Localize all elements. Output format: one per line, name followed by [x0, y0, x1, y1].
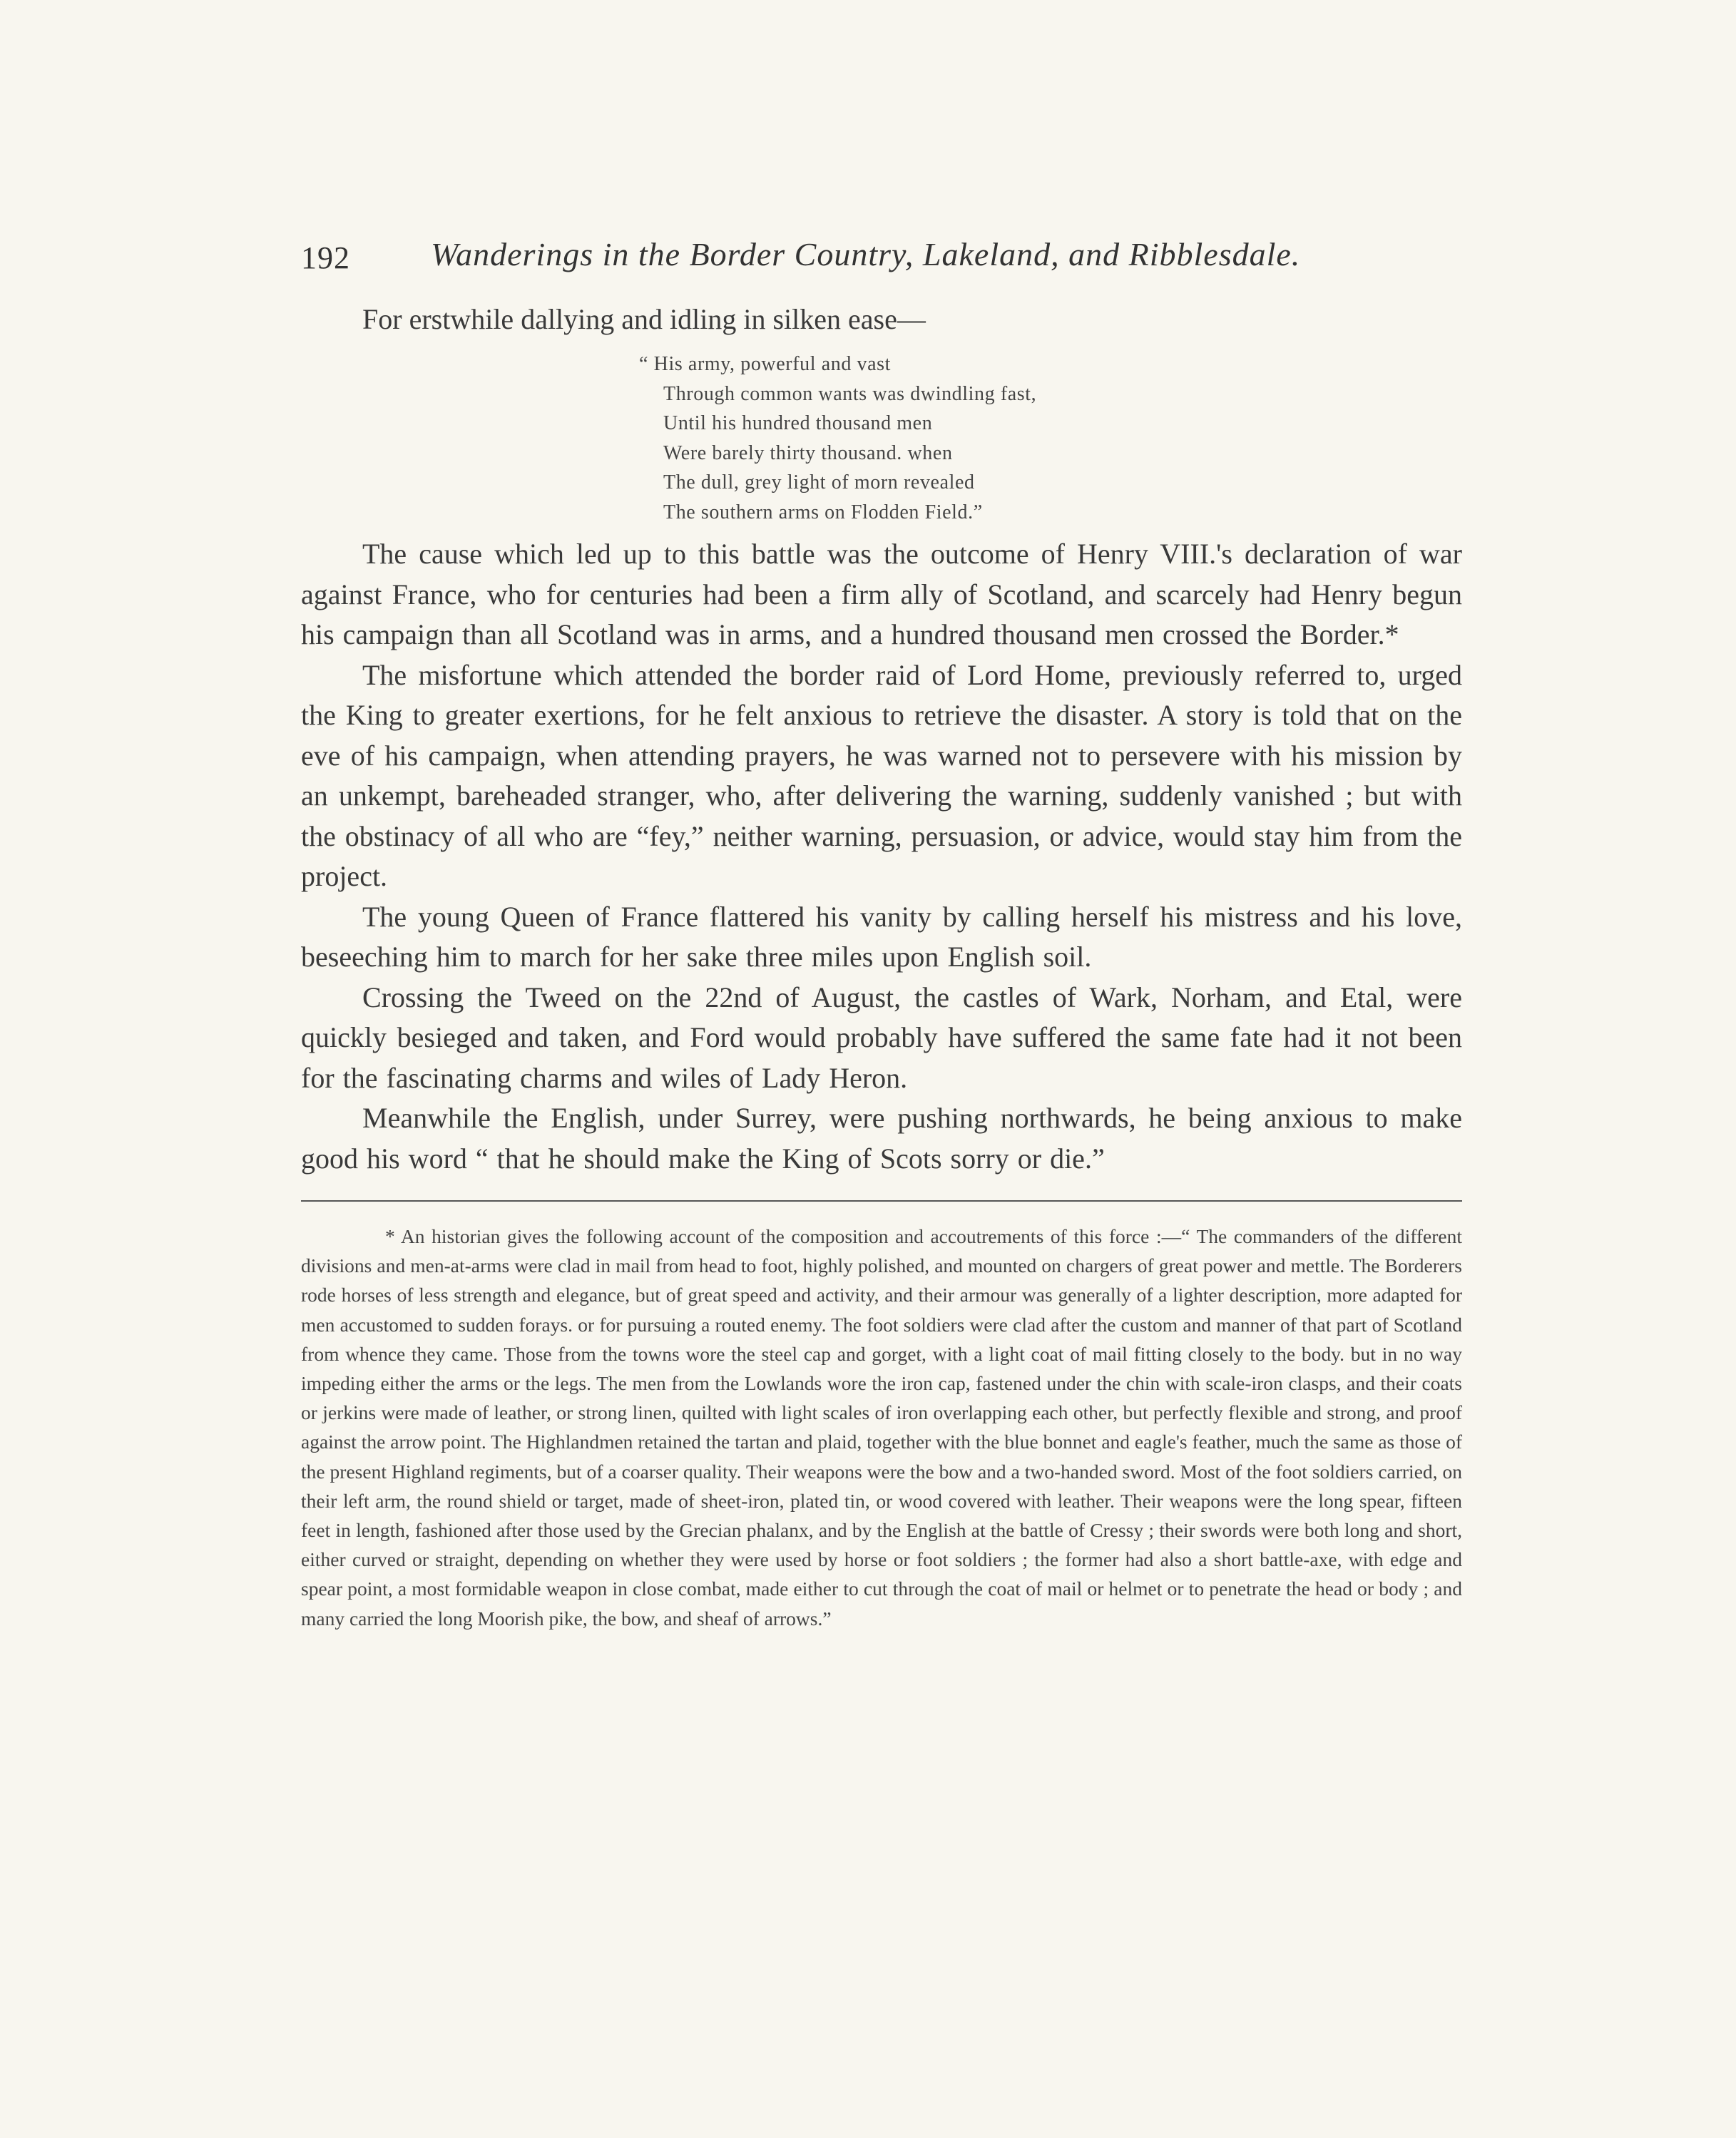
paragraph: The young Queen of France flattered his vanity by calling herself his mistress and his love, beseeching him to march for her sake three miles upon English soil.: [301, 900, 1462, 973]
verse-line: Until his hundred thousand men: [663, 412, 933, 434]
running-head: [301, 235, 1462, 285]
body-text: [301, 534, 1462, 1179]
book-page: [301, 235, 1462, 1633]
verse-line: Through common wants was dwindling fast,: [663, 382, 1037, 405]
verse-line: “ His army, powerful and vast: [639, 353, 892, 375]
page-number: 192: [301, 240, 350, 275]
verse-quotation: [639, 349, 1462, 527]
paragraph: The misfortune which attended the border raid of Lord Home, previously referred to, urged the King to greater exertions, for he felt anxious to retrieve the disaster. A story is told that on the eve of his campaign, when attending prayers, he was warned not to persevere with his mission by an unkempt, bareheaded stranger, who, after delivering the warning, suddenly vanished ; but with the obstinacy of all who are “fey,” neither warning, persuasion, or advice, would stay him from the project.: [301, 658, 1462, 892]
paragraph: Crossing the Tweed on the 22nd of August, the castles of Wark, Norham, and Etal, were quickly besieged and taken, and Ford would probably have suffered the same fate had it not been for the fascinating charms and wiles of Lady Heron.: [301, 981, 1462, 1094]
paragraph: The cause which led up to this battle was the outcome of Henry VIII.'s declaration of war against France, who for centuries had been a firm ally of Scotland, and scarcely had Henry begun his campaign than all Scotland was in arms, and a hundred thousand men crossed the Border.*: [301, 538, 1462, 650]
footnote-divider: [301, 1200, 1462, 1202]
intro-line: For erstwhile dallying and idling in silken ease—: [362, 303, 926, 335]
footnote: * An historian gives the following account of the composition and accoutrements of this force :—“ The commanders of the different divisions and men-at-arms were clad in mail from head to foot, highly polished, and mounted on chargers of great power and mettle. The Borderers rode horses of less strength and elegance, but of great speed and activity, and their armour was generally of a lighter description, more adapted for men accustomed to sudden forays. or for pursuing a routed enemy. The foot soldiers were clad after the custom and manner of that part of Scotland from whence they came. Those from the towns wore the steel cap and gorget, with a light coat of mail fitting closely to the body. but in no way impeding either the arms or the legs. The men from the Lowlands wore the iron cap, fastened under the chin with scale-iron clasps, and their coats or jerkins were made of leather, or strong linen, quilted with light scales of iron overlapping each other, but perfectly flexible and strong, and proof against the arrow point. The Highlandmen retained the tartan and plaid, together with the blue bonnet and eagle's feather, much the same as those of the present Highland regiments, but of a coarser quality. Their weapons were the bow and a two-handed sword. Most of the foot soldiers carried, on their left arm, the round shield or target, made of sheet-iron, plated tin, or wood covered with leather. Their weapons were the long spear, fifteen feet in length, fashioned after those used by the Grecian phalanx, and by the English at the battle of Cressy ; their swords were both long and short, either curved or straight, depending on whether they were used by horse or foot soldiers ; the former had also a short battle-axe, with edge and spear point, a most formidable weapon in close combat, made either to cut through the coat of mail or helmet or to penetrate the head or body ; and many carried the long Moorish pike, the bow, and sheaf of arrows.”: [301, 1225, 1462, 1630]
book-title: Wanderings in the Border Country, Lakeland, and Ribblesdale.: [431, 236, 1301, 272]
verse-line: The southern arms on Flodden Field.”: [663, 501, 983, 523]
verse-line: The dull, grey light of morn revealed: [663, 471, 975, 493]
paragraph: Meanwhile the English, under Surrey, were pushing northwards, he being anxious to make good his word “ that he should make the King of Scots sorry or die.”: [301, 1102, 1462, 1175]
verse-line: Were barely thirty thousand. when: [663, 441, 953, 464]
